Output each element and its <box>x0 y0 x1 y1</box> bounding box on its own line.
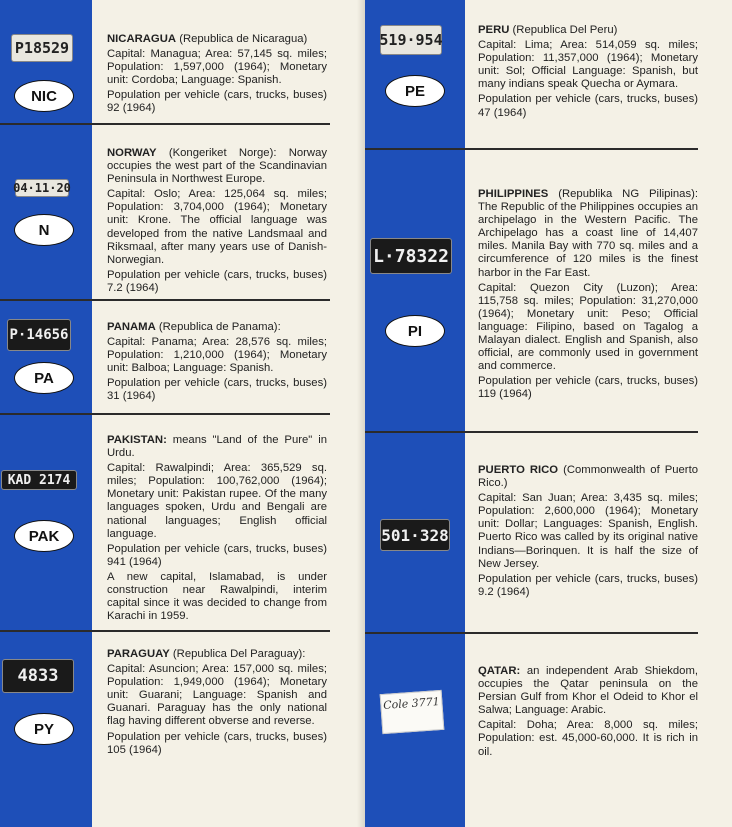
extra: A new capital, Islamabad, is under construction near Rawalpindi, interim capital since it was decided to change from Karachi in 1959. <box>107 570 327 623</box>
country-code-badge-pa: PA <box>14 362 74 394</box>
vehicles: Population per vehicle (cars, trucks, buses) 941 (1964) <box>107 542 327 568</box>
license-plate-paraguay: 4833 <box>3 660 73 692</box>
vehicles: Population per vehicle (cars, trucks, buses) 31 (1964) <box>107 377 327 403</box>
native-name: (Republica de Nicaragua) <box>179 33 308 45</box>
intro: The Republic of the Philippines occupies an archipelago in the Western Pacific. The Archipelago has a coast line of 14,407 miles. Manila Bay with 770 sq. miles and a circumference of 120 miles is the finest harbor in the Far East. <box>478 201 698 279</box>
country-name: PANAMA <box>107 321 156 333</box>
license-plate-nicaragua: P18529 <box>12 35 72 61</box>
handwritten-note: Cole 3771 <box>380 690 445 734</box>
divider <box>365 632 698 634</box>
details: Capital: Managua; Area: 57,145 sq. miles; Population: 1,597,000 (1964); Monetary unit: Cordoba; Language: Spanish. <box>107 48 327 87</box>
native-name: (Republica de Panama): <box>158 321 281 333</box>
entry-norway <box>107 147 327 297</box>
intro: an independent Arab Shiekdom, occupies the Qatar peninsula on the Persian Gulf from Khor el Odeid to Khor el Salwa; Language: Arabic. <box>478 665 698 717</box>
details: Capital: Asuncion; Area: 157,000 sq. miles; Population: 1,949,000 (1964); Monetary unit: Guarani; Language: Spanish and Guanari. Paraguay has the only national flag having different obverse and reverse. <box>107 663 327 728</box>
divider <box>365 148 698 150</box>
native-name: (Kongeriket Norge): <box>168 147 277 159</box>
divider <box>0 630 330 632</box>
entry-puerto-rico <box>478 464 698 601</box>
details: Capital: Doha; Area: 8,000 sq. miles; Population: est. 45,000-60,000. It is rich in oil. <box>478 719 698 758</box>
country-name: QATAR: <box>478 665 521 677</box>
vehicles: Population per vehicle (cars, trucks, buses) 47 (1964) <box>478 93 698 119</box>
native-name: (Republica Del Paraguay): <box>172 648 306 660</box>
license-plate-peru: 519·954 <box>381 26 441 54</box>
country-code-badge-pi: PI <box>385 315 445 347</box>
country-name: PHILIPPINES <box>478 188 549 200</box>
details: Capital: Oslo; Area: 125,064 sq. miles; Population: 3,704,000 (1964); Monetary unit: Krone. The official language was developed from the native Landsmaal and Riksmaal, after many years use of Danish-Norwegian. <box>107 188 327 266</box>
details: Capital: Quezon City (Luzon); Area: 115,758 sq. miles; Population: 31,270,000 (1964); Monetary unit: Peso; Official language: Filipino, based on Tagalog a Malayan dialect. English and Spanish, also official, are commonly used in government and commerce. <box>478 281 698 373</box>
entry-qatar <box>478 665 698 761</box>
entry-nicaragua <box>107 33 327 118</box>
license-plate-pakistan: KAD 2174 <box>2 471 76 489</box>
vehicles: Population per vehicle (cars, trucks, buses) 105 (1964) <box>107 730 327 756</box>
intro: Norway occupies the west part of the Scandinavian Peninsula in Northwest Europe. <box>107 147 327 186</box>
entry-paraguay <box>107 648 327 759</box>
intro: means "Land of the Pure" in Urdu. <box>107 434 327 460</box>
country-name: PUERTO RICO <box>478 464 559 476</box>
country-code-badge-nic: NIC <box>14 80 74 112</box>
vehicles: Population per vehicle (cars, trucks, buses) 92 (1964) <box>107 89 327 115</box>
country-code-badge-py: PY <box>14 713 74 745</box>
divider <box>365 431 698 433</box>
entry-pakistan <box>107 434 327 625</box>
license-plate-norway: 04·11·20 <box>13 181 71 195</box>
vehicles: Population per vehicle (cars, trucks, buses) 9.2 (1964) <box>478 572 698 598</box>
details: Capital: Rawalpindi; Area: 365,529 sq. miles; Population: 100,762,000 (1964); Monetary unit: Pakistan rupee. Of the many languages spoken, Urdu and Bengali are national languages; English official language. <box>107 462 327 540</box>
license-plate-puerto-rico: 501·328 <box>381 520 449 550</box>
license-plate-panama: P·14656 <box>8 320 70 350</box>
country-name: PARAGUAY <box>107 648 170 660</box>
country-code-badge-pe: PE <box>385 75 445 107</box>
divider <box>0 299 330 301</box>
country-name: NICARAGUA <box>107 33 177 45</box>
page-fold <box>357 0 365 827</box>
entry-panama <box>107 321 327 406</box>
country-code-badge-n: N <box>14 214 74 246</box>
native-name: (Republika NG Pilipinas): <box>558 188 698 200</box>
entry-philippines <box>478 188 698 404</box>
details: Capital: San Juan; Area: 3,435 sq. miles; Population: 2,600,000 (1964); Monetary unit: Dollar; Languages: Spanish, English. Puerto Rico was called by its original native Indians—Borinquen. It is half the size of New Jersey. <box>478 492 698 570</box>
country-code-badge-pak: PAK <box>14 520 74 552</box>
entry-peru <box>478 24 698 122</box>
divider <box>0 413 330 415</box>
vehicles: Population per vehicle (cars, trucks, buses) 119 (1964) <box>478 375 698 401</box>
country-name: PERU <box>478 24 510 36</box>
country-name: NORWAY <box>107 147 157 159</box>
country-name: PAKISTAN: <box>107 434 167 446</box>
details: Capital: Lima; Area: 514,059 sq. miles; Population: 11,357,000 (1964); Monetary unit: Sol; Official Language: Spanish, but many indians speak Quecha or Aymara. <box>478 39 698 91</box>
details: Capital: Panama; Area: 28,576 sq. miles; Population: 1,210,000 (1964); Monetary unit: Balboa; Language: Spanish. <box>107 336 327 375</box>
license-plate-philippines: L·78322 <box>371 239 451 273</box>
vehicles: Population per vehicle (cars, trucks, buses) 7.2 (1964) <box>107 268 327 294</box>
native-name: (Republica Del Peru) <box>512 24 618 36</box>
divider <box>0 123 330 125</box>
native-name: (Commonwealth of Puerto Rico.) <box>478 464 698 490</box>
